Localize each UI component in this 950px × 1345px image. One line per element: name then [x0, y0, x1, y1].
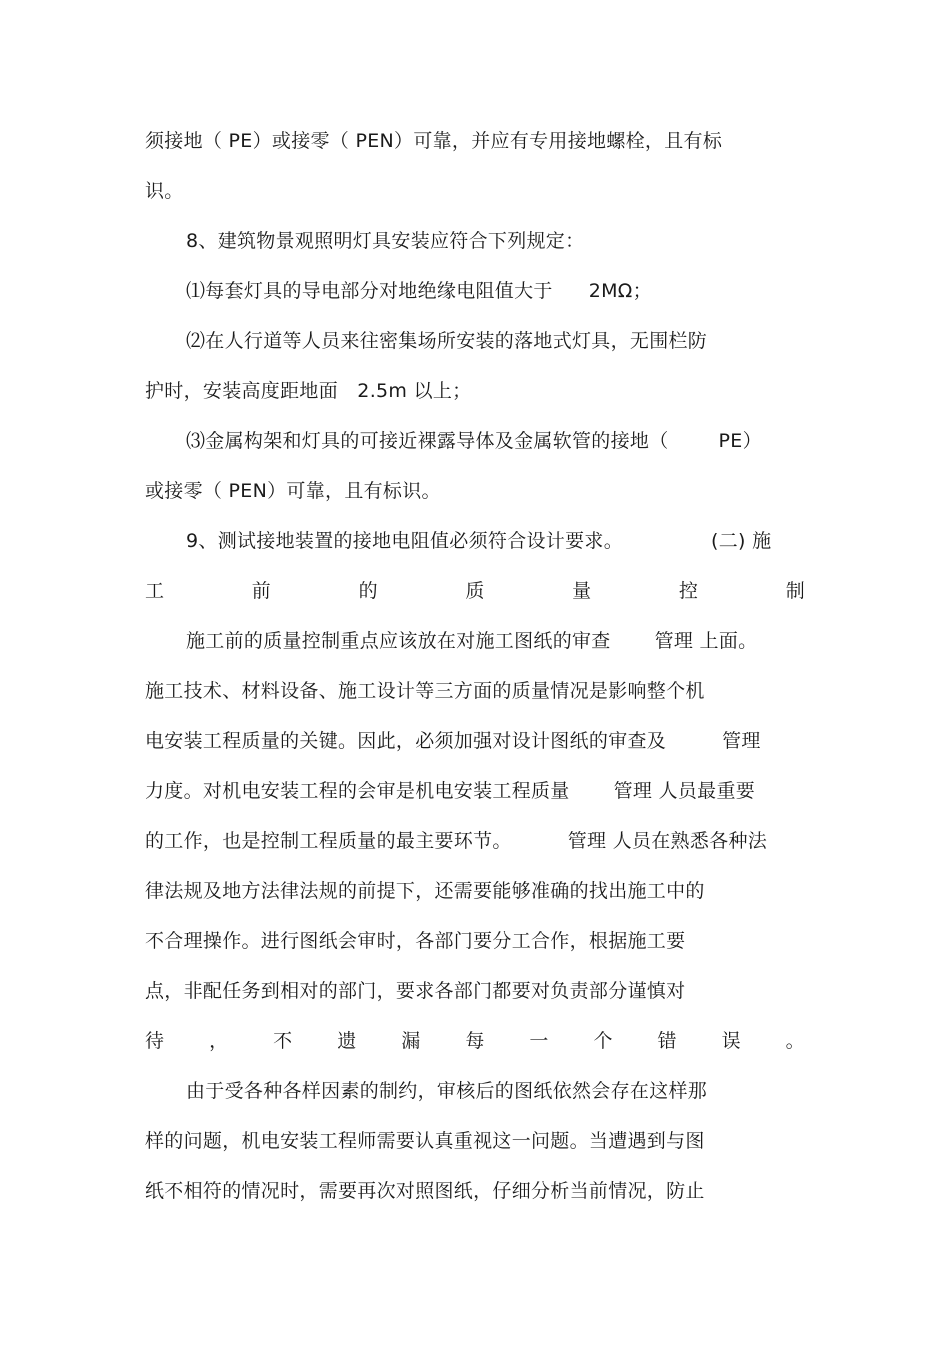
clause-8-item-1 — [186, 276, 652, 306]
section-2-label: (二) 施 — [711, 530, 772, 552]
text-line-1: 须接地（ PE）或接零（ PEN）可靠，并应有专用接地螺栓，且有标 — [145, 130, 723, 152]
paragraph-1-line-1 — [186, 626, 757, 656]
clause-8-item-3-text: ⑶金属构架和灯具的可接近裸露导体及金属软管的接地（ — [186, 430, 669, 452]
title-char: 的 — [358, 580, 378, 602]
paragraph-2-line-2: 样的问题，机电安装工程师需要认真重视这一问题。当遭遇到与图 — [145, 1130, 705, 1152]
spaced-char: 。 — [785, 1030, 805, 1052]
spaced-char: 漏 — [401, 1030, 421, 1052]
paragraph-1-line-3 — [145, 726, 761, 756]
text-line-2: 识。 — [145, 180, 184, 202]
paragraph-text: 管理 人员在熟悉各种法 — [567, 830, 768, 852]
clause-8-heading: 8、建筑物景观照明灯具安装应符合下列规定： — [186, 230, 585, 252]
title-char: 量 — [572, 580, 592, 602]
title-char: 制 — [785, 580, 805, 602]
pe-label: PE） — [718, 430, 762, 452]
spaced-char: 错 — [657, 1030, 677, 1052]
paragraph-2-line-1: 由于受各种各样因素的制约，审核后的图纸依然会存在这样那 — [186, 1080, 708, 1102]
clause-8-item-1-text: ⑴每套灯具的导电部分对地绝缘电阻值大于 — [186, 280, 553, 302]
clause-8-item-2-cont: 护时，安装高度距地面 2.5m 以上； — [145, 380, 472, 402]
clause-9 — [186, 526, 771, 556]
paragraph-2-line-3: 纸不相符的情况时，需要再次对照图纸，仔细分析当前情况，防止 — [145, 1180, 705, 1202]
paragraph-text: 力度。对机电安装工程的会审是机电安装工程质量 — [145, 780, 570, 802]
spaced-char: 误 — [721, 1030, 741, 1052]
clause-8-item-3-cont: 或接零（ PEN）可靠，且有标识。 — [145, 480, 441, 502]
spaced-char: 每 — [465, 1030, 485, 1052]
spaced-char: 待 — [145, 1030, 165, 1052]
paragraph-1-line-9 — [145, 1026, 805, 1056]
spaced-char: 不 — [273, 1030, 293, 1052]
paragraph-text: 施工前的质量控制重点应该放在对施工图纸的审查 — [186, 630, 611, 652]
title-char: 质 — [465, 580, 485, 602]
spaced-char: 个 — [593, 1030, 613, 1052]
title-char: 工 — [145, 580, 165, 602]
paragraph-1-line-6: 律法规及地方法律法规的前提下，还需要能够准确的找出施工中的 — [145, 880, 705, 902]
paragraph-text: 的工作，也是控制工程质量的最主要环节。 — [145, 830, 512, 852]
clause-8-item-3 — [186, 426, 762, 456]
title-char: 控 — [678, 580, 699, 602]
paragraph-text: 管理 人员最重要 — [613, 780, 756, 802]
paragraph-1-line-4 — [145, 776, 755, 806]
clause-8-item-2: ⑵在人行道等人员来往密集场所安装的落地式灯具，无围栏防 — [186, 330, 708, 352]
spaced-char: 遗 — [337, 1030, 357, 1052]
paragraph-1-line-5 — [145, 826, 767, 856]
clause-9-text: 9、测试接地装置的接地电阻值必须符合设计要求。 — [186, 530, 623, 552]
section-2-title — [145, 576, 805, 606]
paragraph-1-line-7: 不合理操作。进行图纸会审时，各部门要分工合作，根据施工要 — [145, 930, 686, 952]
resistance-value: 2MΩ； — [588, 280, 652, 302]
spaced-char: 一 — [529, 1030, 549, 1052]
spaced-char: ， — [209, 1030, 229, 1052]
paragraph-text: 电安装工程质量的关键。因此，必须加强对设计图纸的审查及 — [145, 730, 667, 752]
title-char: 前 — [251, 580, 272, 602]
paragraph-1-line-8: 点，非配任务到相对的部门，要求各部门都要对负责部分谨慎对 — [145, 980, 686, 1002]
paragraph-text: 管理 — [722, 730, 761, 752]
paragraph-text: 管理 上面。 — [654, 630, 758, 652]
paragraph-1-line-2: 施工技术、材料设备、施工设计等三方面的质量情况是影响整个机 — [145, 680, 705, 702]
